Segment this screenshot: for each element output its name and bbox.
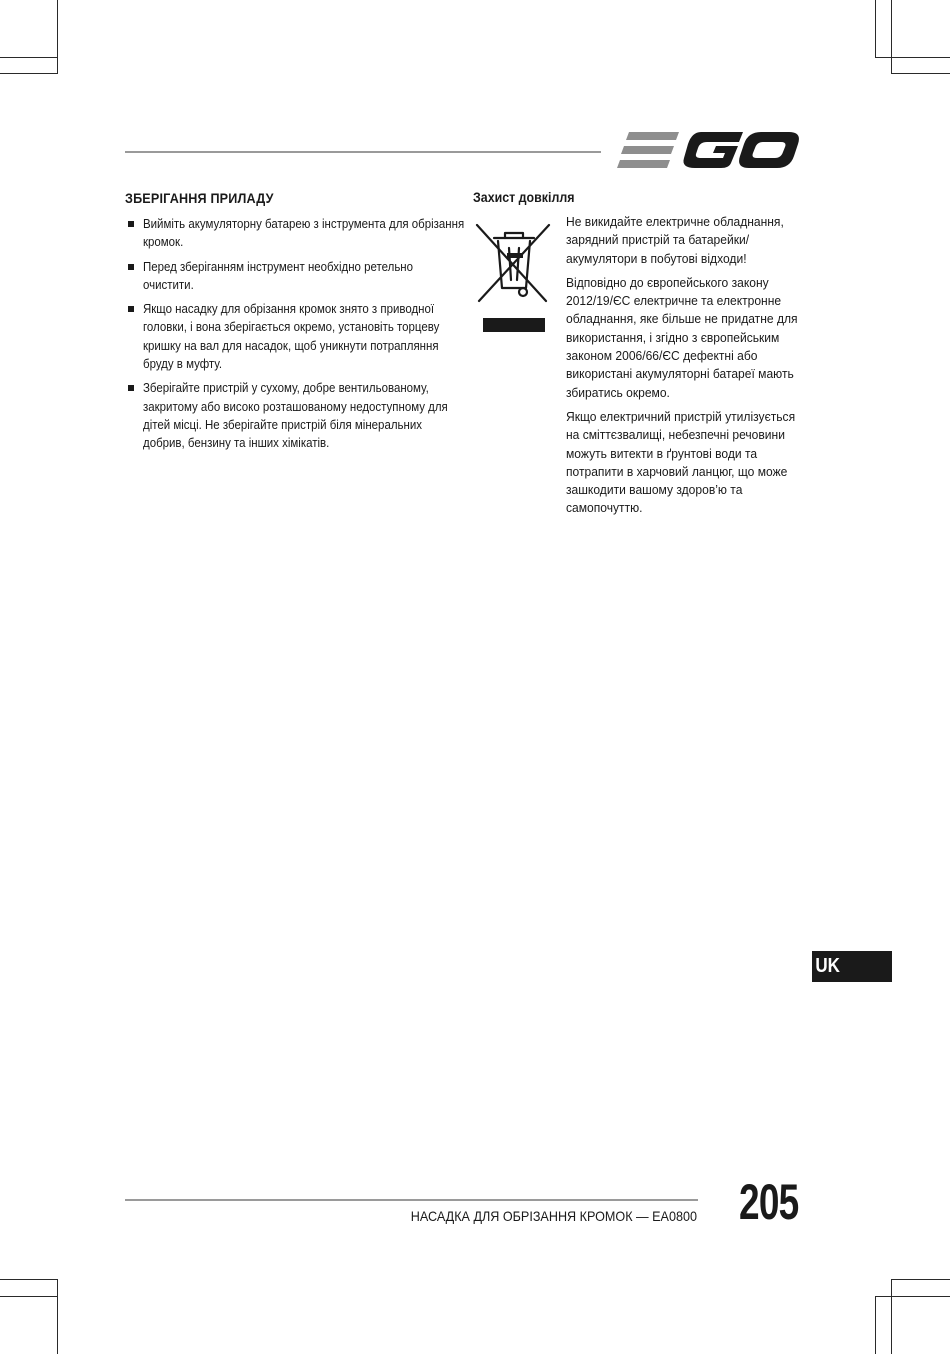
crop-mark	[875, 1296, 950, 1297]
ego-logo	[617, 130, 799, 170]
square-bullet-icon	[128, 264, 134, 270]
storage-instructions-list	[125, 215, 490, 459]
list-item	[125, 300, 490, 373]
crop-mark	[57, 0, 58, 74]
crop-mark	[891, 73, 950, 74]
footer-title: НАСАДКА ДЛЯ ОБРІЗАННЯ КРОМОК — EA0800	[410, 1208, 697, 1224]
environment-section-title: Захист довкілля	[473, 190, 575, 205]
list-item-text: Якщо насадку для обрізання кромок знято з приводної головки, і вона зберігається окремо, установіть торцеву кришку на вал для насадок, щоб уникнути потрапляння бруду в муфту.	[143, 301, 440, 372]
list-item	[125, 258, 490, 295]
square-bullet-icon	[128, 221, 134, 227]
language-code: UK	[815, 955, 840, 977]
crop-mark	[875, 57, 950, 58]
crop-mark	[875, 0, 876, 57]
environment-text	[566, 213, 816, 524]
list-item	[125, 379, 490, 452]
list-item	[125, 215, 490, 252]
square-bullet-icon	[128, 306, 134, 312]
footer-rule	[125, 1199, 698, 1201]
square-bullet-icon	[128, 385, 134, 391]
environment-paragraph: Не викидайте електричне обладнання, зарядний пристрій та батарейки/ акумулятори в побутові відходи!	[566, 214, 784, 266]
crossed-out-wheelie-bin-icon	[474, 222, 552, 304]
separate-collection-bar	[483, 318, 545, 332]
environment-paragraph: Відповідно до європейського закону 2012/19/ЄС електричне та електронне обладнання, яке більше не придатне для використання, і згідно з європейським законом 2006/66/ЄС дефектні або використані акумуляторні батареї мають збиратись окремо.	[566, 274, 798, 400]
crop-mark	[875, 1296, 876, 1354]
crop-mark	[0, 57, 57, 58]
crop-mark	[0, 73, 57, 74]
list-item-text: Вийміть акумуляторну батарею з інструмента для обрізання кромок.	[143, 216, 465, 250]
list-item-text: Зберігайте пристрій у сухому, добре вентильованому, закритому або високо розташованому недоступному для дітей місці. Не зберігайте пристрій біля мінеральних добрив, бензину та інших хімікатів.	[143, 380, 448, 451]
crop-mark	[0, 1279, 57, 1280]
environment-paragraph: Якщо електричний пристрій утилізується на сміттєзвалищі, небезпечні речовини можуть витекти в ґрунтові води та потрапити в харчовий ланцюг, що може зашкодити вашому здоров’ю та самопочуттю.	[566, 408, 796, 516]
language-tab	[812, 951, 892, 982]
crop-mark	[891, 1279, 950, 1280]
page-number: 205	[739, 1174, 799, 1230]
header-rule	[125, 151, 601, 153]
crop-mark	[0, 1296, 57, 1297]
crop-mark	[57, 1279, 58, 1354]
storage-section-title: ЗБЕРІГАННЯ ПРИЛАДУ	[125, 190, 274, 206]
crop-mark	[891, 1279, 892, 1354]
crop-mark	[891, 0, 892, 74]
list-item-text: Перед зберіганням інструмент необхідно ретельно очистити.	[143, 258, 414, 292]
